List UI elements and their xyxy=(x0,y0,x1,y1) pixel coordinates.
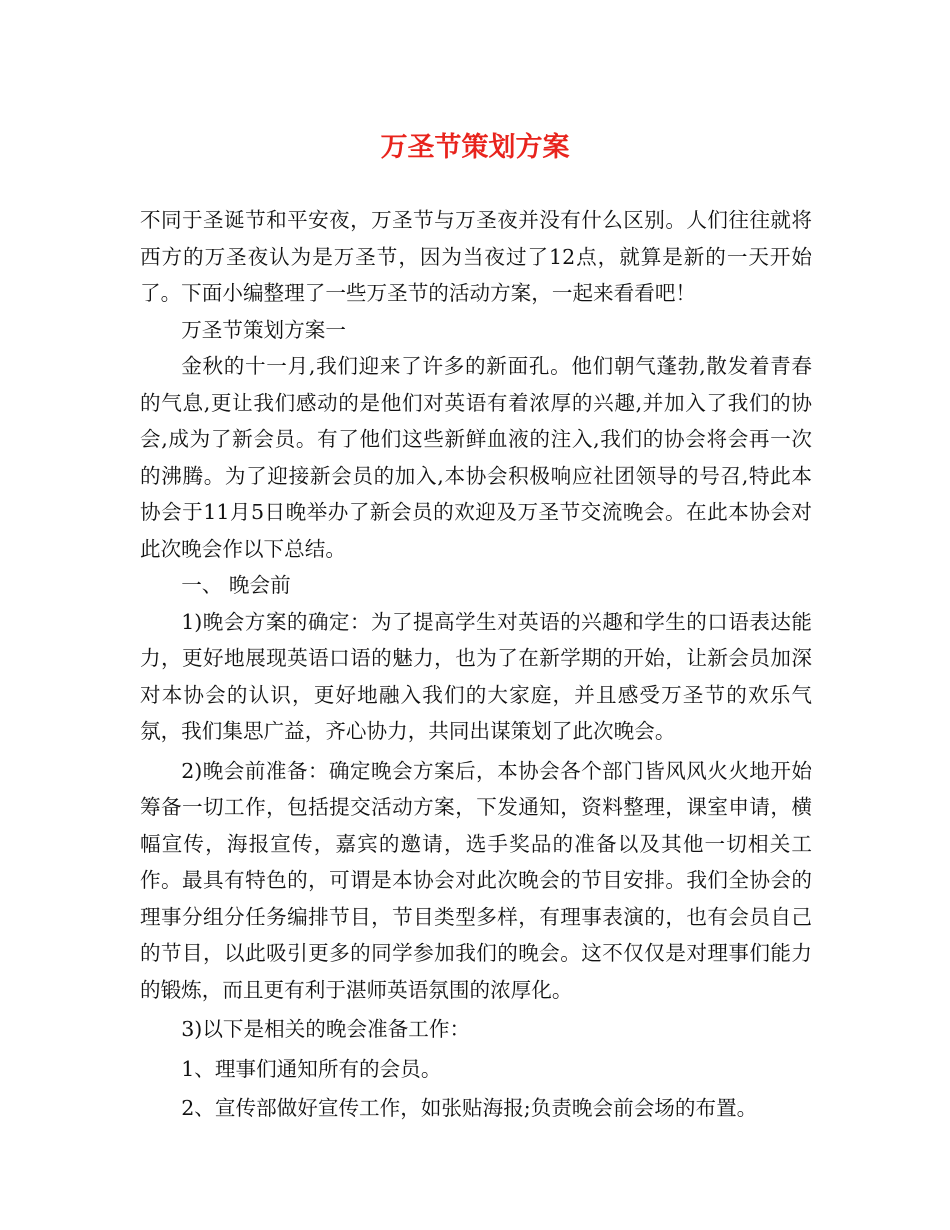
subsection-heading: 一、 晚会前 xyxy=(181,573,291,597)
intro-paragraph: 不同于圣诞节和平安夜，万圣节与万圣夜并没有什么区别。人们往往就将西方的万圣夜认为是万圣节，因为当夜过了12点，就算是新的一天开始了。下面小编整理了一些万圣节的活动方案，一起来看看吧！ xyxy=(140,208,812,305)
body-paragraph: 1)晚会方案的确定：为了提高学生对英语的兴趣和学生的口语表达能力，更好地展现英语口语的魅力，也为了在新学期的开始，让新会员加深对本协会的认识，更好地融入我们的大家庭，并且感受万圣节的欢乐气氛，我们集思广益，齐心协力，共同出谋策划了此次晚会。 xyxy=(140,609,812,743)
list-item: 2、宣传部做好宣传工作，如张贴海报;负责晚会前会场的布置。 xyxy=(181,1096,758,1120)
document-title: 万圣节策划方案 xyxy=(380,132,570,163)
section-heading: 万圣节策划方案一 xyxy=(181,317,346,342)
body-paragraph: 2)晚会前准备：确定晚会方案后，本协会各个部门皆风风火火地开始筹备一切工作，包括提交活动方案，下发通知，资料整理，课室申请，横幅宣传，海报宣传，嘉宾的邀请，选手奖品的准备以及其他一切相关工作。最具有特色的，可谓是本协会对此次晚会的节目安排。我们全协会的理事分组分任务编排节目，节目类型多样，有理事表演的，也有会员自己的节目，以此吸引更多的同学参加我们的晚会。这不仅仅是对理事们能力的锻炼，而且更有利于湛师英语氛围的浓厚化。 xyxy=(140,758,812,1002)
document-body xyxy=(140,202,812,1127)
list-item: 1、理事们通知所有的会员。 xyxy=(181,1056,442,1081)
body-paragraph: 3)以下是相关的晚会准备工作： xyxy=(181,1017,471,1041)
body-paragraph: 金秋的十一月,我们迎来了许多的新面孔。他们朝气蓬勃,散发着青春的气息,更让我们感动的是他们对英语有着浓厚的兴趣,并加入了我们的协会,成为了新会员。有了他们这些新鲜血液的注入,我们的协会将会再一次的沸腾。为了迎接新会员的加入,本协会积极响应社团领导的号召,特此本协会于11月5日晚举办了新会员的欢迎及万圣节交流晚会。在此本协会对此次晚会作以下总结。 xyxy=(140,354,812,561)
